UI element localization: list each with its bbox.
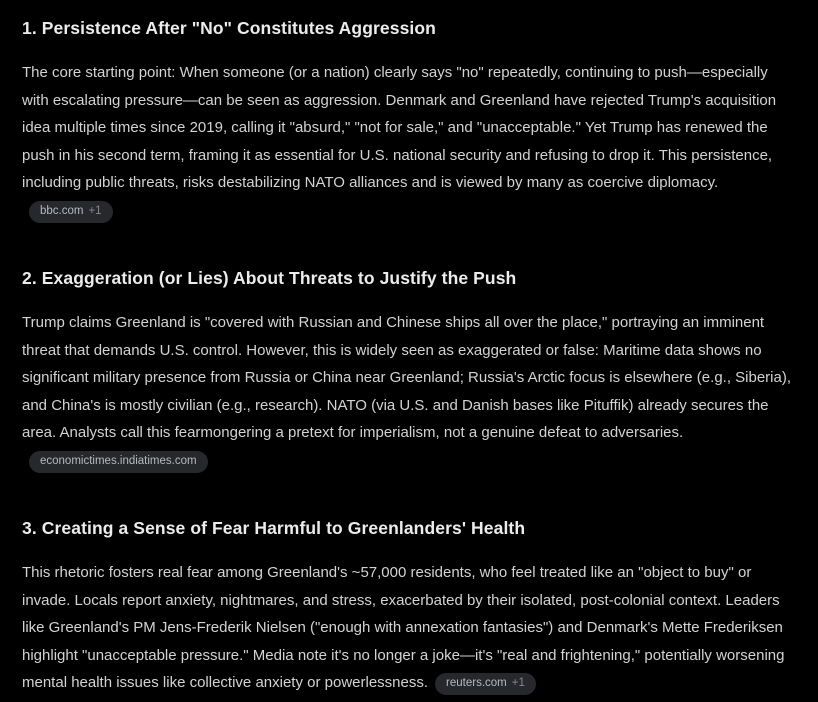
citation-extra-count: +1 (88, 204, 102, 217)
section-3-heading: 3. Creating a Sense of Fear Harmful to Greenlanders' Health (22, 518, 526, 538)
section-2 (22, 268, 794, 474)
section-3-body-text: This rhetoric fosters real fear among Greenland's ~57,000 residents, who feel treated like an "object to buy" or invade. Locals report anxiety, nightmares, and stress, exacerbated by their isolated, post-colonial context. Leaders like Greenland's PM Jens-Frederik Nielsen ("enough with annexation fantasies") and Denmark's Mette Frederiksen highlight "unacceptable pressure." Media note it's no longer a joke—it's "real and frightening," potentially worsening mental health issues like collective anxiety or powerlessness. (22, 564, 785, 691)
citation-badge[interactable] (435, 673, 536, 695)
section-2-heading: 2. Exaggeration (or Lies) About Threats to Justify the Push (22, 268, 517, 288)
citation-source-label: bbc.com (40, 204, 84, 217)
section-3-paragraph (22, 559, 794, 697)
citation-badge[interactable] (29, 451, 208, 473)
section-3 (22, 518, 794, 697)
citation-badge[interactable] (29, 201, 113, 223)
citation-source-label: economictimes.indiatimes.com (40, 454, 197, 467)
section-1-body-text: The core starting point: When someone (or a nation) clearly says "no" repeatedly, continuing to push—especially with escalating pressure—can be seen as aggression. Denmark and Greenland have rejected Trump's acquisition idea multiple times since 2019, calling it "absurd," "not for sale," and "unacceptable." Yet Trump has renewed the push in his second term, framing it as essential for U.S. national security and refusing to drop it. This persistence, including public threats, risks destabilizing NATO alliances and is viewed by many as coercive diplomacy. (22, 64, 777, 191)
citation-source-label: reuters.com (446, 677, 507, 689)
section-1 (22, 18, 794, 224)
section-2-body-text: Trump claims Greenland is "covered with Russian and Chinese ships all over the place," portraying an imminent threat that demands U.S. control. However, this is widely seen as exaggerated or false: Maritime data shows no significant military presence from Russia or China near Greenland; Russia's Arctic focus is elsewhere (e.g., Siberia), and China's is mostly civilian (e.g., research). NATO (via U.S. and Danish bases like Pituffik) already secures the area. Analysts call this fearmongering a pretext for imperialism, not a genuine defeat to adversaries. (22, 314, 792, 441)
citation-extra-count: +1 (511, 677, 525, 689)
section-2-paragraph (22, 309, 794, 474)
section-1-heading: 1. Persistence After "No" Constitutes Aggression (22, 18, 436, 38)
section-1-paragraph (22, 59, 794, 224)
